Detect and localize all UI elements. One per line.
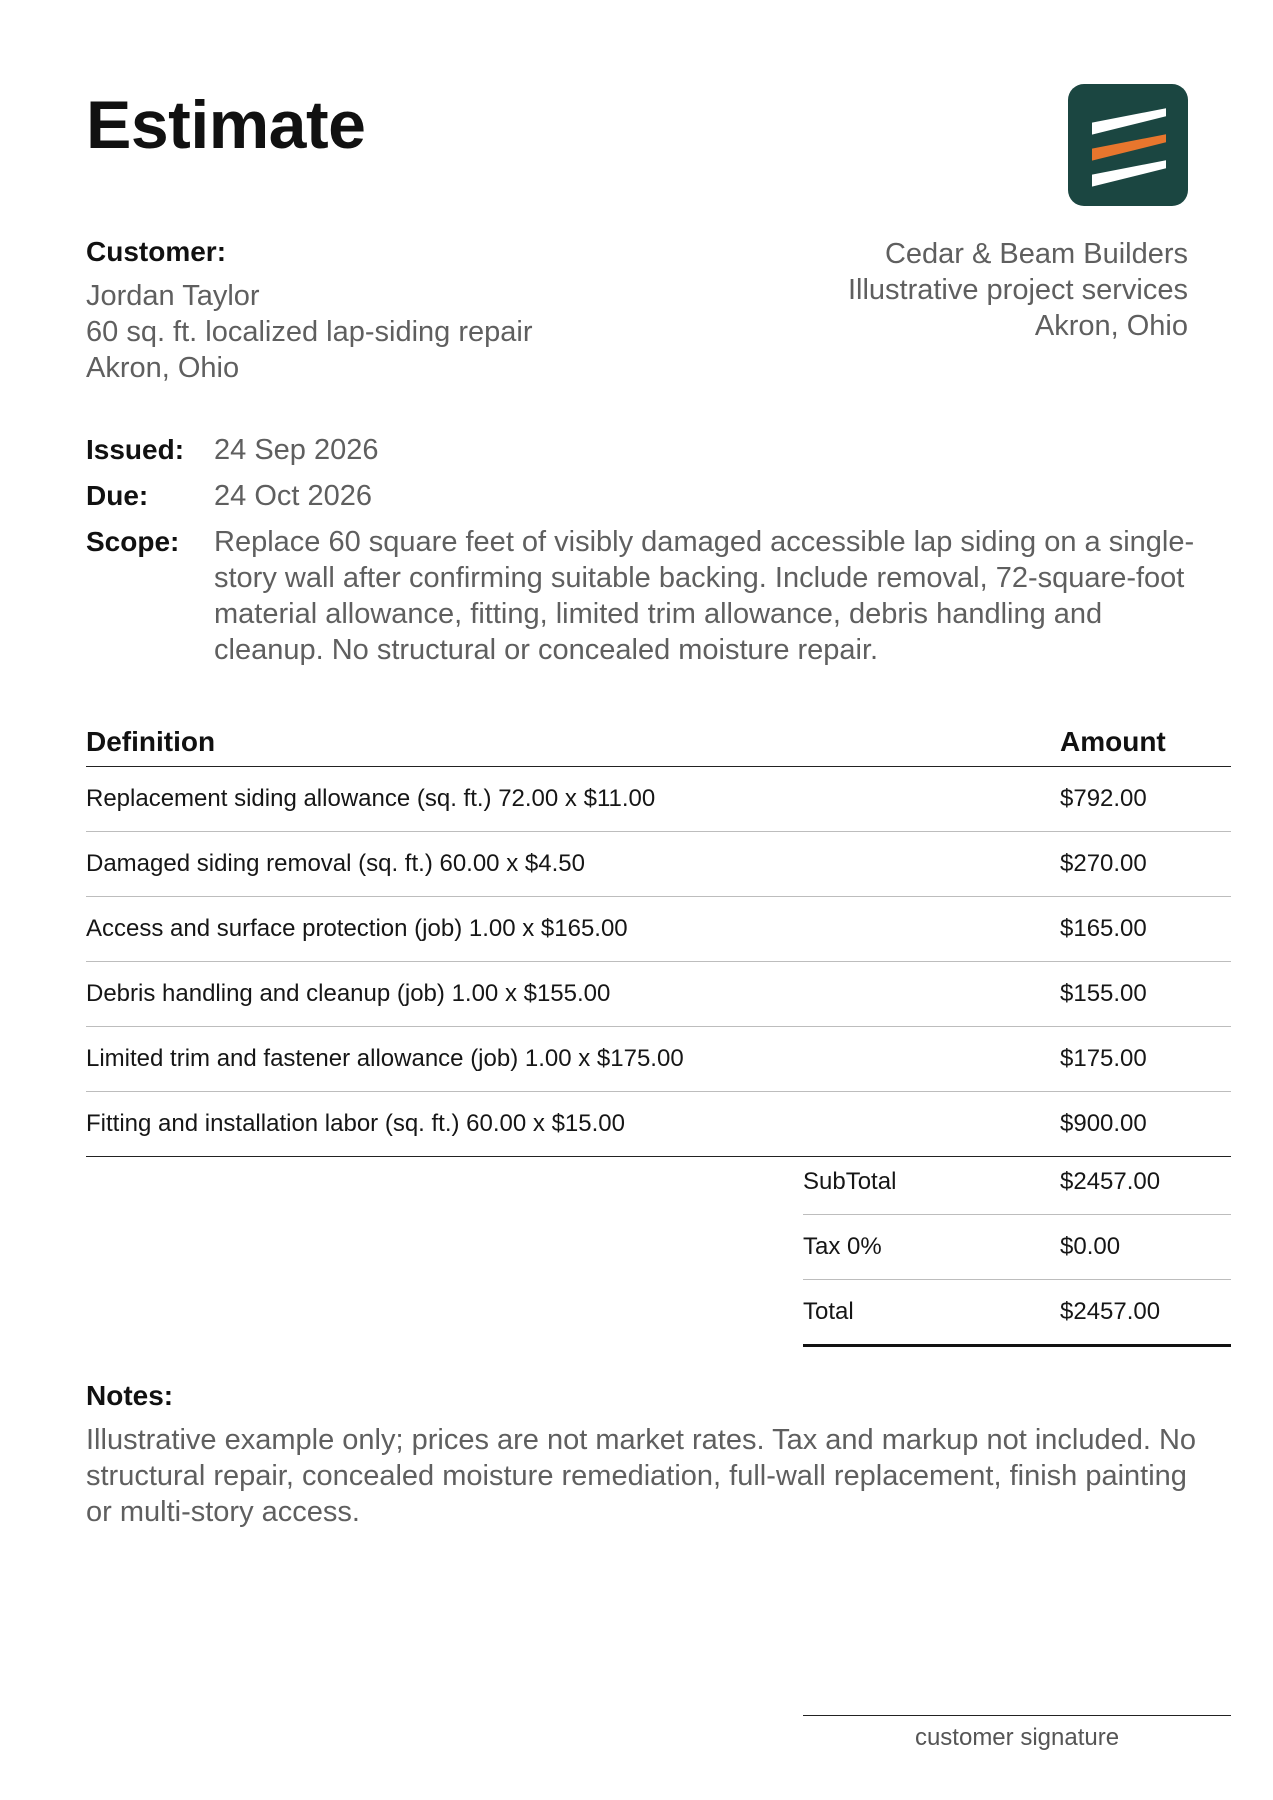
customer-label: Customer:	[86, 236, 227, 267]
total-label: Total	[803, 1298, 854, 1325]
line-item-definition: Debris handling and cleanup (job) 1.00 x $155.00	[86, 980, 611, 1007]
line-items-table	[86, 718, 1231, 1157]
line-item-amount: $270.00	[1060, 850, 1147, 877]
line-item-amount: $175.00	[1060, 1045, 1147, 1072]
company-block	[848, 236, 1188, 344]
line-item-amount: $155.00	[1060, 980, 1147, 1007]
scope-row	[86, 524, 1206, 668]
total-value: $2457.00	[1060, 1298, 1161, 1325]
company-tagline: Illustrative project services	[847, 274, 1188, 306]
estimate-meta	[86, 432, 1206, 678]
scope-label: Scope:	[86, 526, 180, 557]
subtotal-row	[803, 1150, 1231, 1215]
issued-date: 24 Sep 2026	[214, 434, 379, 466]
customer-project: 60 sq. ft. localized lap-siding repair	[86, 316, 533, 348]
column-header-definition: Definition	[86, 726, 216, 757]
customer-name: Jordan Taylor	[86, 280, 260, 312]
line-item-definition: Fitting and installation labor (sq. ft.) 60.00 x $15.00	[86, 1110, 625, 1137]
line-item-amount: $165.00	[1060, 915, 1147, 942]
company-name: Cedar & Beam Builders	[884, 238, 1188, 270]
notes-block	[86, 1380, 1206, 1530]
subtotal-label: SubTotal	[803, 1168, 897, 1195]
table-row	[86, 1027, 1231, 1092]
customer-location: Akron, Ohio	[86, 352, 240, 384]
issued-label: Issued:	[86, 434, 185, 465]
customer-signature-line[interactable]: customer signature	[803, 1715, 1231, 1752]
company-location: Akron, Ohio	[1034, 310, 1188, 342]
company-logo-icon	[1068, 84, 1188, 206]
line-item-definition: Limited trim and fastener allowance (job) 1.00 x $175.00	[86, 1045, 684, 1072]
total-row	[803, 1280, 1231, 1347]
due-date: 24 Oct 2026	[214, 480, 372, 512]
due-label: Due:	[86, 480, 149, 511]
table-header	[86, 718, 1231, 767]
notes-label: Notes:	[86, 1380, 174, 1411]
tax-row	[803, 1215, 1231, 1280]
line-item-definition: Access and surface protection (job) 1.00 x $165.00	[86, 915, 628, 942]
due-row	[86, 478, 1206, 514]
line-item-definition: Replacement siding allowance (sq. ft.) 72.00 x $11.00	[86, 785, 656, 812]
notes-text: Illustrative example only; prices are not market rates. Tax and markup not included. No structural repair, concealed moisture remediation, full-wall replacement, finish painting or multi-story access.	[86, 1424, 1197, 1528]
table-row	[86, 1092, 1231, 1157]
table-row	[86, 962, 1231, 1027]
document-title: Estimate	[86, 87, 366, 163]
scope-text: Replace 60 square feet of visibly damaged accessible lap siding on a single-story wall after confirming suitable backing. Include removal, 72-square-foot material allowance, fitting, limited trim allowance, debris handling and cleanup. No structural or concealed moisture repair.	[214, 526, 1195, 666]
customer-block	[86, 236, 706, 386]
subtotal-value: $2457.00	[1060, 1168, 1161, 1195]
line-item-amount: $900.00	[1060, 1110, 1147, 1137]
table-row	[86, 832, 1231, 897]
issued-row	[86, 432, 1206, 468]
column-header-amount: Amount	[1060, 726, 1166, 757]
line-item-amount: $792.00	[1060, 785, 1147, 812]
table-row	[86, 897, 1231, 962]
tax-value: $0.00	[1060, 1233, 1121, 1260]
line-item-definition: Damaged siding removal (sq. ft.) 60.00 x $4.50	[86, 850, 585, 877]
tax-label: Tax 0%	[803, 1233, 882, 1260]
totals-block	[803, 1150, 1231, 1347]
table-row	[86, 767, 1231, 832]
